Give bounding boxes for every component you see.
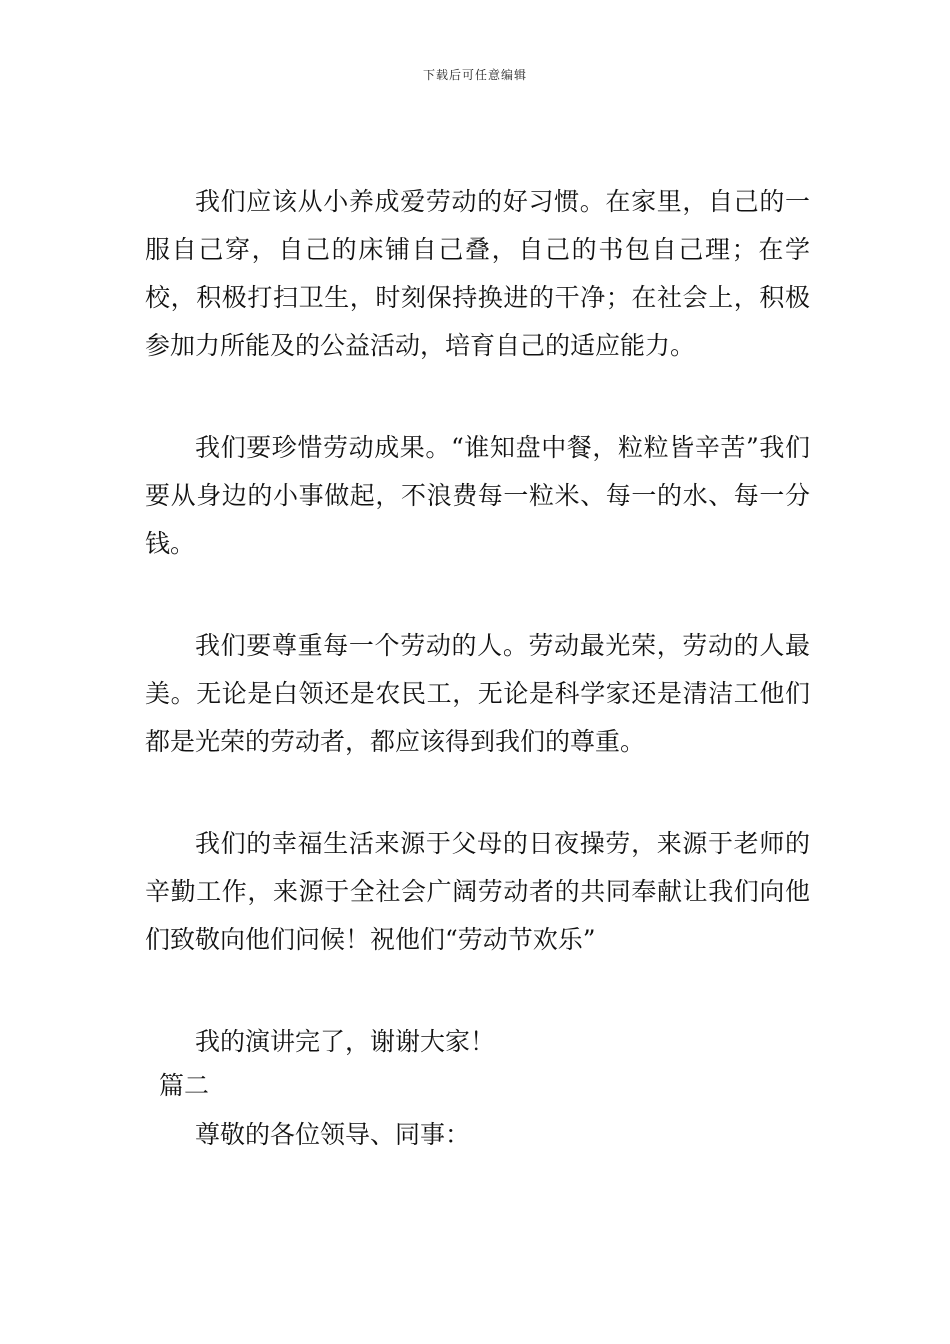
paragraph-respect-workers: 我们要尊重每一个劳动的人。劳动最光荣，劳动的人最美。无论是白领还是农民工，无论是科学家还是清洁工他们都是光荣的劳动者，都应该得到我们的尊重。 [145,631,810,756]
paragraph-greeting: 尊敬的各位领导、同事： [195,1120,471,1149]
paragraph-labor-habits: 我们应该从小养成爱劳动的好习惯。在家里，自己的一服自己穿，自己的床铺自己叠，自己的书包自己理；在学校，积极打扫卫生，时刻保持换进的干净；在社会上，积极参加力所能及的公益活动，培育自己的适应能力。 [145,187,810,360]
paragraph-closing: 我的演讲完了，谢谢大家！ [195,1027,496,1056]
document-body [145,178,810,1213]
header-note: 下载后可任意编辑 [422,68,527,82]
paragraph-cherish-results: 我们要珍惜劳动成果。“谁知盘中餐，粒粒皆辛苦”我们要从身边的小事做起，不浪费每一粒米、每一的水、每一分钱。 [145,433,810,558]
section-title: 篇二 [159,1071,210,1100]
paragraph-happy-life: 我们的幸福生活来源于父母的日夜操劳，来源于老师的辛勤工作，来源于全社会广阔劳动者的共同奉献让我们向他们致敬向他们问候！祝他们“劳动节欢乐” [145,829,810,954]
